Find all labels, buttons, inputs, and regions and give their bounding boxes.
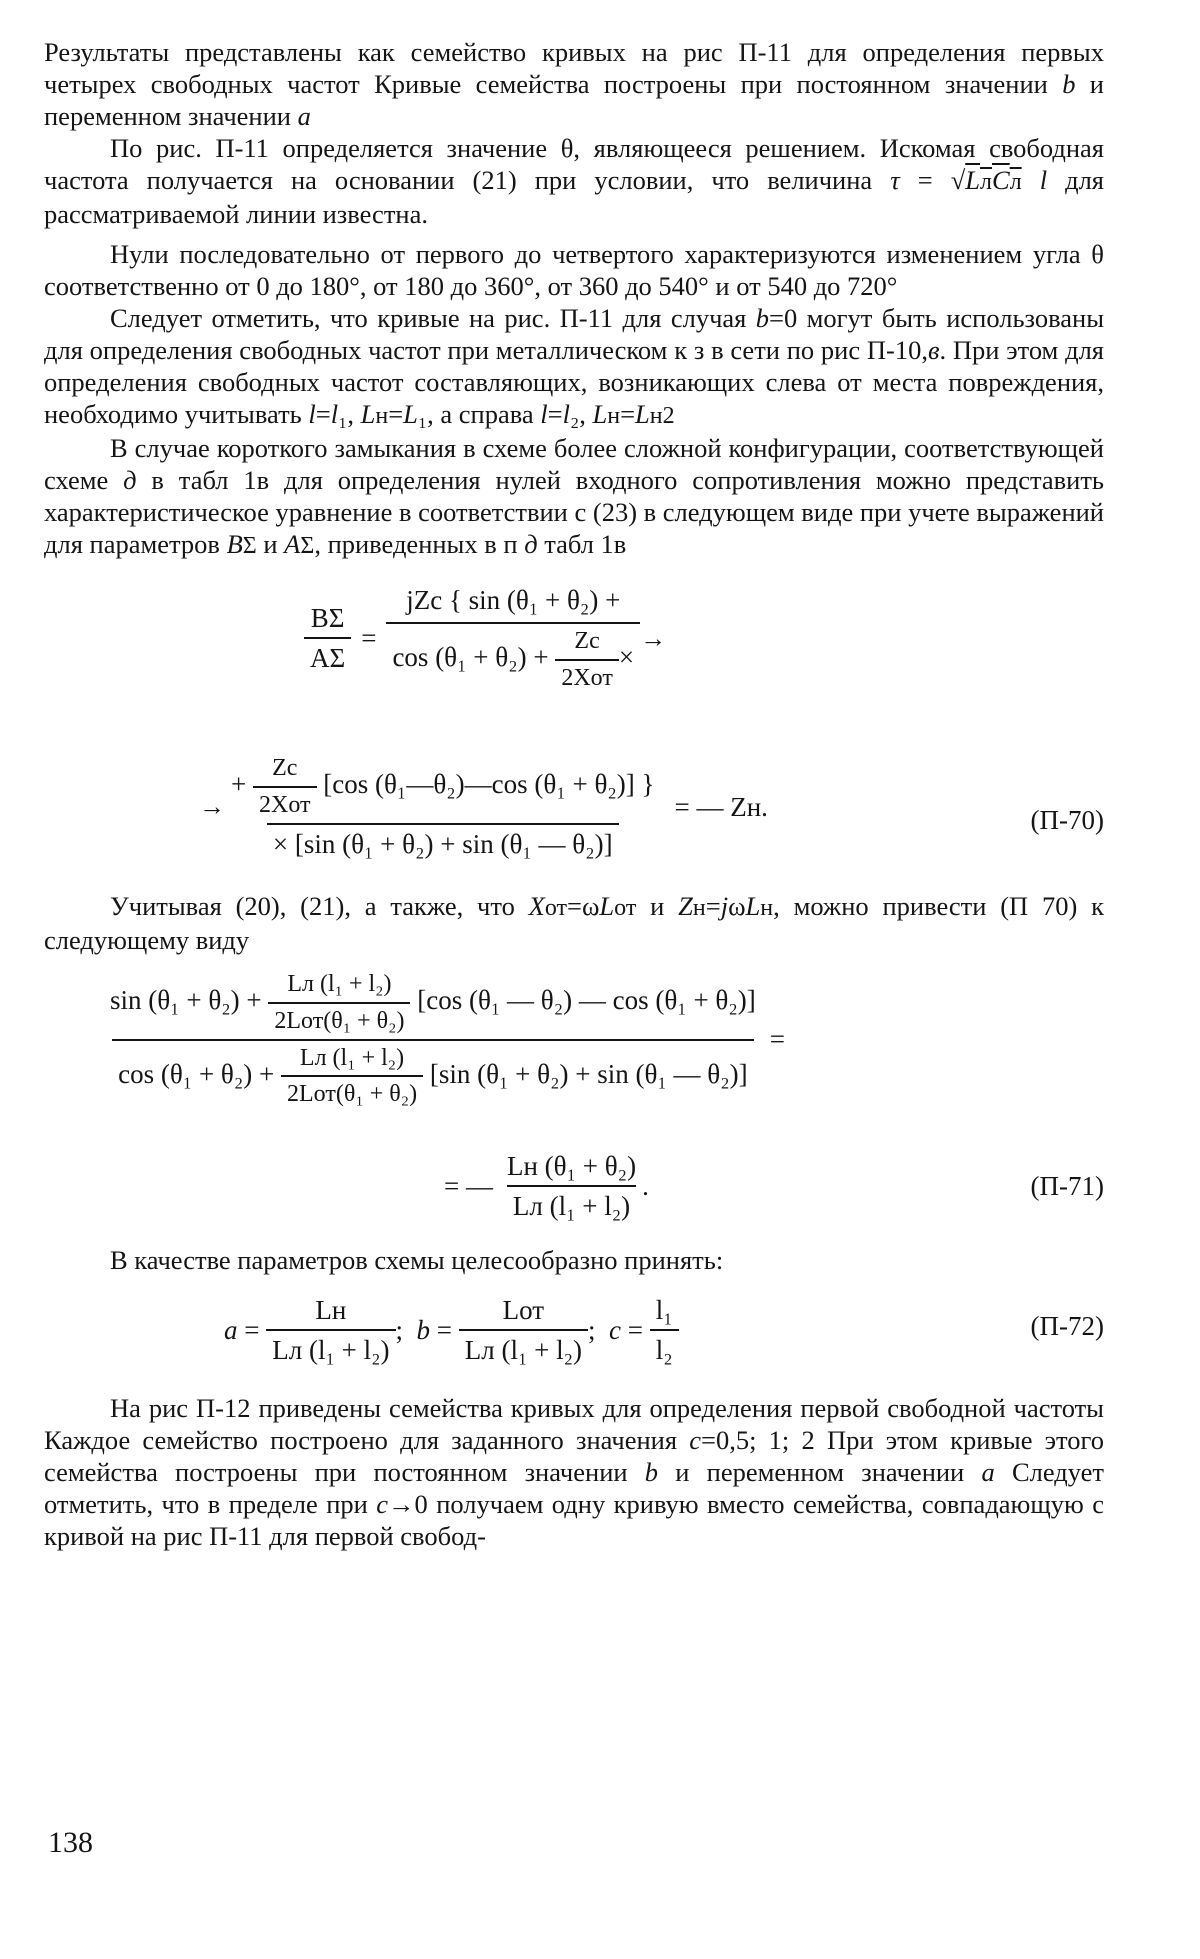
continuation-arrow: → — [199, 792, 225, 822]
paragraph-zeros: Нули последовательно от первого до четвертого характеризуются изменением угла θ соответственно от 0 до 180°, от 180 до 360°, от 360 до 540° и от 540 до 720° — [44, 239, 1104, 301]
eq72-c-fraction: $\frac{\text{l₁}}{\text{l₂}}$ — [650, 1294, 679, 1367]
page-number: 138 — [48, 1826, 93, 1859]
eq70-top-fraction: jZc { sin (θ₁ + θ₂) + cos (θ₁ + θ₂) + $\frac{Zc}{\text{2Xот}}$ × — [386, 584, 640, 693]
eq70-zc-fraction: $\frac{Zc}{\text{2Xот}}$ — [555, 627, 619, 693]
equation-number-p71: (П-71) — [1030, 1171, 1104, 1201]
eq71-inner-fraction-top: $\frac{\text{Lл (l₁ + l₂)}}{\text{2Lот(θ₁ + θ₂)}}$ — [268, 970, 410, 1036]
eq70-zc-fraction-2: $\frac{Zc}{\text{2Xот}}$ — [253, 754, 317, 820]
equation-number-p72: (П-72) — [1030, 1311, 1104, 1341]
equation-p70: $\frac{B\Sigma}{A\Sigma}$ = jZc { sin (θ₁ + θ₂) + cos (θ₁ + θ₂) + $\frac{Zc}{\text{2Xот}}$ × → → + $\frac{Zc}{\text{2Xот}}$ [cos (θ₁—θ₂)—cos (θ₁ + θ₂)] } × [sin (θ₁ + θ₂) + sin (θ₁ — θ₂)] = — Zн. (П-70) — [199, 585, 1104, 859]
paragraph-theta: По рис. П-11 определяется значение θ, являющееся решением. Искомая свободная частота получается на основании (21) при условии, что величина τ = √LлCл l для рассматриваемой линии известна. — [44, 133, 1105, 229]
paragraph-note: Следует отметить, что кривые на рис. П-11 для случая b=0 могут быть использованы для определения свободных частот при металлическом к з в сети по рис П-10,в. При этом для определения свободных частот составляющих, возникающих слева от места повреждения, необходимо учитывать l=l₁, Lн=L₁, а справа l=l₂, Lн=Lн2 — [44, 303, 1105, 429]
equation-p72: a = $\frac{Lн}{\text{Lл (l₁ + l₂)}}$ ; b = $\frac{\text{Lот}}{\text{Lл (l₁ + l₂)}}$ ; c = $\frac{\text{l₁}}{\text{l₂}}$ (П-72) — [224, 1295, 1104, 1366]
equation-number-p70: (П-70) — [1030, 805, 1104, 835]
paragraph-considering: Учитывая (20), (21), а также, что Xот=ωLот и Zн=jωLн, можно привести (П 70) к следующему виду — [44, 891, 1104, 955]
eq71-inner-fraction-bottom: $\frac{\text{Lл (l₁ + l₂)}}{\text{2Lот(θ₁ + θ₂)}}$ — [281, 1044, 423, 1110]
paragraph-figure-p12: На рис П-12 приведены семейства кривых для определения первой свободной частоты Каждое семейство построено для заданного значения c=0,5; 1; 2 При этом кривые этого семейства построены при постоянном значении b и переменном значении a Следует отметить, что в пределе при c→0 получаем одну кривую вместо семейства, совпадающую с кривой на рис П-11 для первой свобод- — [44, 1393, 1105, 1551]
paragraph-parameters: В качестве параметров схемы целесообразно принять: — [110, 1245, 724, 1275]
eq71-main-fraction: sin (θ₁ + θ₂) + $\frac{\text{Lл (l₁ + l₂)}}{\text{2Lот(θ₁ + θ₂)}}$ [cos (θ₁ — θ₂) — cos (θ₁ + θ₂)] cos (θ₁ + θ₂) + $\frac{\text{Lл (l₁ + l₂)}}{\text{2Lот(θ₁ + θ₂)}}$ [sin (θ₁ + θ₂) + sin (θ₁ — θ₂)] — [110, 971, 756, 1108]
paragraph-results: Результаты представлены как семейство кривых на рис П-11 для определения первых четырех свободных частот Кривые семейства построены при постоянном значении b и переменном значении a — [44, 37, 1104, 131]
eq70-lhs-fraction: $\frac{B\Sigma}{A\Sigma}$ — [304, 602, 351, 675]
eq70-bottom-fraction: + $\frac{Zc}{\text{2Xот}}$ [cos (θ₁—θ₂)—cos (θ₁ + θ₂)] } × [sin (θ₁ + θ₂) + sin (θ₁ — θ₂)] — [231, 755, 655, 859]
continuation-arrow: → — [640, 623, 667, 653]
equation-p71: sin (θ₁ + θ₂) + $\frac{\text{Lл (l₁ + l₂)}}{\text{2Lот(θ₁ + θ₂)}}$ [cos (θ₁ — θ₂) — cos (θ₁ + θ₂)] cos (θ₁ + θ₂) + $\frac{\text{Lл (l₁ + l₂)}}{\text{2Lот(θ₁ + θ₂)}}$ [sin (θ₁ + θ₂) + sin (θ₁ — θ₂)] = = — $\frac{\text{Lн (θ₁ + θ₂)}}{\text{Lл (l₁ + l₂)}}$ . (П-71) — [44, 970, 1104, 1240]
page-content — [44, 36, 1104, 1552]
paragraph-short-circuit: В случае короткого замыкания в схеме более сложной конфигурации, соответствующей схеме д в табл 1в для определения нулей входного сопротивления можно представить характеристическое уравнение в соответствии с (23) в следующем виде при учете выражений для параметров BΣ и AΣ, приведенных в п д табл 1в — [44, 433, 1104, 559]
eq71-rhs-fraction: $\frac{\text{Lн (θ₁ + θ₂)}}{\text{Lл (l₁ + l₂)}}$ — [506, 1151, 637, 1222]
eq72-a-fraction: $\frac{Lн}{\text{Lл (l₁ + l₂)}}$ — [266, 1294, 395, 1367]
eq72-b-fraction: $\frac{\text{Lот}}{\text{Lл (l₁ + l₂)}}$ — [459, 1294, 588, 1367]
